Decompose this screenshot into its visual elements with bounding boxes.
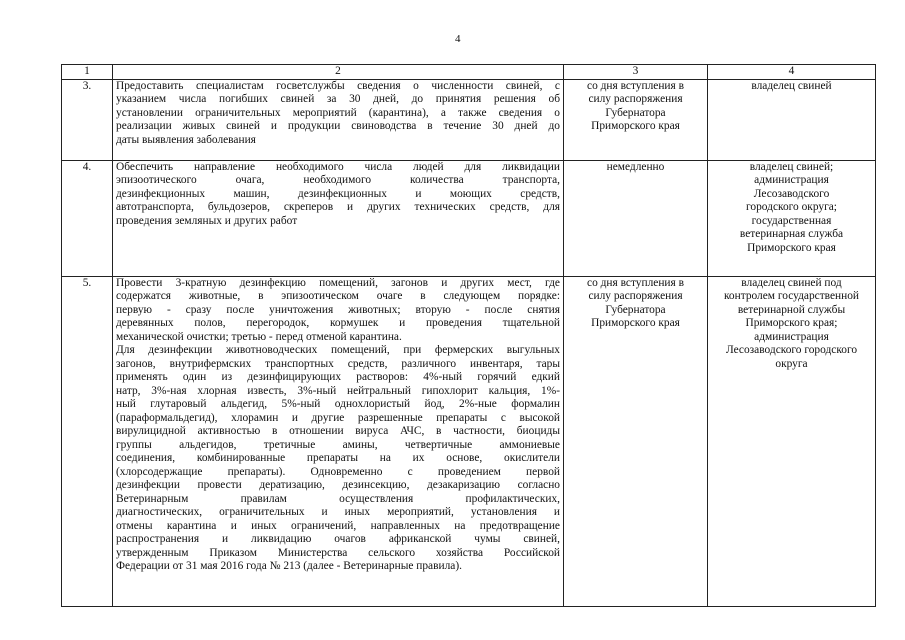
measure-text-line: вирулицидной активностью в отношении вируса АЧС, в частности, биоциды [116,425,560,437]
page-number: 4 [455,33,461,45]
term-line: силу распоряжения [588,93,683,105]
header-cell-3: 3 [564,65,708,80]
table-row [62,79,876,160]
measure-text-line: эпизоотического очага, необходимого количества транспорта, [116,174,560,186]
table-header-row [62,65,876,80]
responsible-line: владелец свиней [751,79,832,92]
term-line: со дня вступления в [587,79,684,92]
row-number: 4. [62,160,113,276]
responsible-line: ветеринарная служба [739,228,844,240]
measure-text-line: содержатся животные, в эпизоотическом очаге в следующем порядке: [116,290,560,302]
responsible-line: Приморского края [747,241,836,254]
responsible-line: владелец свиней; [749,160,834,173]
measure-text-line: проведения земляных и других работ [116,214,298,227]
measure-text-line: ный глутаровый альдегид, 5%-ный однохлористый йод, 2%-ные формалин [116,398,560,410]
term-line: силу распоряжения [588,290,683,302]
measure-text-line: отмены карантина и иных ограничений, направленных на предотвращение [116,519,560,532]
measure-text-line: (параформальдегид), хлорамин и другие разрешенные препараты с высокой [116,411,560,424]
table-row [62,276,876,606]
term-cell [564,276,708,606]
measure-text-line: Федерации от 31 мая 2016 года № 213 (далее - Ветеринарные правила). [116,560,462,572]
measure-text-line: указанием числа погибших свиней за 30 дней, до принятия решения об [116,93,560,105]
responsible-line: округа [775,357,808,370]
responsible-cell [708,160,876,276]
measure-text-line: диагностических, ограничительных и иных мероприятий, установления и [116,506,560,518]
header-cell-1: 1 [62,65,113,80]
term-line: со дня вступления в [587,276,684,289]
term-cell [564,79,708,160]
measure-text-line: первую - сразу после уничтожения животных; вторую - после снятия [116,303,560,316]
responsible-line: Лесозаводского [753,187,830,200]
term-cell [564,160,708,276]
table-row [62,160,876,276]
row-number: 3. [62,79,113,160]
measure-text-line: реализации живых свиней и продукции свиноводства в течение 30 дней до [116,120,560,132]
header-cell-2: 2 [113,65,564,80]
measure-text-line: (хлорсодержащие препараты). Одновременно с проведением первой [116,465,560,478]
measure-text-line: деревянных полов, перегородок, кормушек и проведения тщательной [116,317,560,329]
responsible-line: государственная [751,214,832,227]
responsible-cell [708,276,876,606]
term-line: Приморского края [591,120,680,132]
responsible-line: городского округа; [746,201,837,213]
measure-text [113,276,564,606]
term-line: Губернатора [605,106,666,119]
measures-table [61,64,876,607]
measure-text-line: натр, 3%-ная хлорная известь, 3%-ный нейтральный гипохлорит кальция, 1%- [116,384,560,397]
term-line: немедленно [606,160,665,173]
responsible-line: Лесозаводского городского [725,344,858,356]
measure-text-line: группы альдегидов, третичные амины, четвертичные аммониевые [116,438,560,451]
measure-text-line: механической очистки; третью - перед отменой карантина. [116,330,402,343]
responsible-line: ветеринарной службы [737,303,846,316]
measure-text-line: установлении ограничительных мероприятий (карантина), а также сведения о [116,106,560,119]
term-line: Приморского края [591,317,680,329]
row-number: 5. [62,276,113,606]
header-cell-4: 4 [708,65,876,80]
measure-text-line: применять один из дезинфицирующих растворов: 4%-ный горячий едкий [116,371,560,383]
measure-text-line: Провести 3-кратную дезинфекцию помещений, загонов и других мест, где [116,276,560,289]
responsible-line: администрация [754,174,829,186]
measure-text-line: Для дезинфекции животноводческих помещений, при фермерских выгульных [116,344,560,356]
measure-text-line: утвержденным Приказом Министерства сельского хозяйства Российской [116,546,560,559]
measure-text-line: даты выявления заболевания [116,133,256,146]
measure-text-line: дезинфекционных машин, дезинфекционных и моющих средств, [116,187,560,200]
measure-text-line: Обеспечить направление необходимого числа людей для ликвидации [116,160,560,173]
responsible-line: администрация [754,330,829,343]
measure-text-line: дезинфекции провести дератизацию, дезинсекцию, дезакаризацию согласно [116,479,560,491]
responsible-line: Приморского края; [745,317,838,329]
measure-text [113,160,564,276]
measure-text-line: автотранспорта, бульдозеров, скреперов и других технических средств, для [116,201,560,213]
measure-text-line: соединения, комбинированные препараты на их основе, окислители [116,452,560,464]
term-line: Губернатора [605,303,666,316]
responsible-line: владелец свиней под [741,276,842,289]
measure-text-line: Ветеринарным правилам осуществления профилактических, [116,492,560,505]
measure-text [113,79,564,160]
responsible-line: контролем государственной [723,290,860,302]
responsible-cell [708,79,876,160]
measure-text-line: распространения и ликвидацию очагов африканской чумы свиней, [116,533,560,545]
measure-text-line: Предоставить специалистам госветслужбы сведения о численности свиней, с [116,79,560,92]
measure-text-line: загонов, внутрифермских транспортных средств, различного инвентаря, тары [116,357,560,370]
